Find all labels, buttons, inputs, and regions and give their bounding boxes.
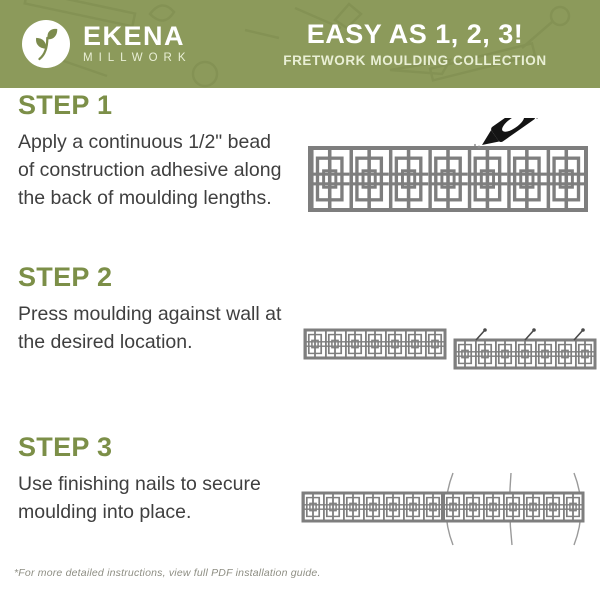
banner-title: EASY AS 1, 2, 3! (306, 19, 524, 50)
leaf-icon (31, 27, 61, 61)
step-3-text: Use finishing nails to secure moulding into place. (18, 473, 261, 523)
banner-subtitle: FRETWORK MOULDING COLLECTION (283, 53, 547, 69)
brand-subname: MILLWORK (83, 52, 192, 65)
step-3-moulding-illustration (295, 460, 600, 555)
step-2-label: STEP 2 (18, 262, 113, 292)
step-3-label: STEP 3 (18, 432, 113, 462)
brand-name: EKENA (83, 21, 186, 52)
step-1-text: Apply a continuous 1/2" bead of construction adhesive along the back of moulding lengths. (18, 131, 282, 209)
step-2-section (18, 262, 318, 356)
step-2-moulding-illustration (295, 318, 600, 403)
step-1-section (18, 90, 318, 212)
moulding-seam (441, 493, 445, 521)
step-1-label: STEP 1 (18, 90, 113, 120)
step-1-moulding-illustration (300, 118, 600, 218)
footer-note: *For more detailed instructions, view full PDF installation guide. (14, 567, 321, 579)
banner-heading-block (234, 19, 596, 69)
header-banner (0, 0, 600, 88)
brand-wordmark (83, 23, 192, 65)
step-2-text: Press moulding against wall at the desired location. (18, 303, 282, 353)
step-3-section (18, 432, 318, 526)
finishing-nail-icons (476, 328, 585, 340)
brand-logo (22, 20, 192, 68)
logo-circle (22, 20, 70, 68)
